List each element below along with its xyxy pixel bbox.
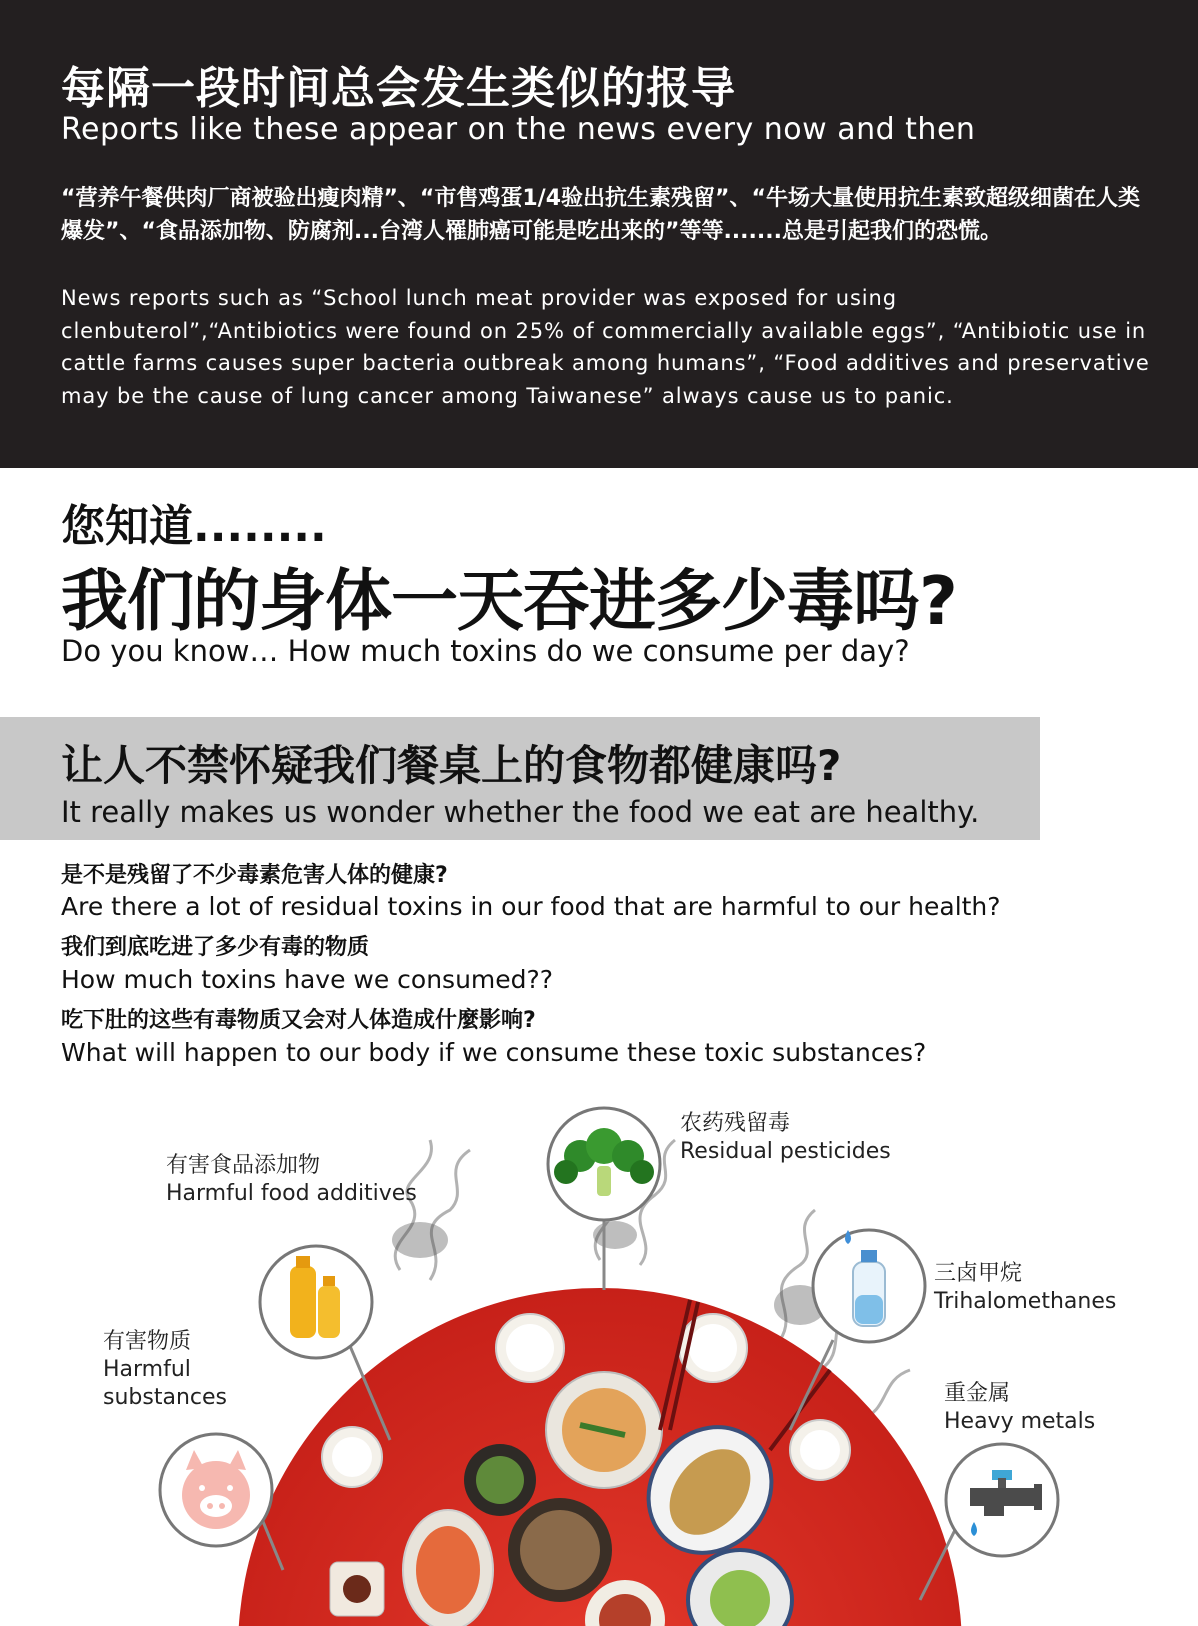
label-metals-en: Heavy metals: [944, 1409, 1096, 1434]
header-body-en: News reports such as “School lunch meat provider was exposed for using clenbuterol”,“Antibiotics were found on 25% of commercially available eggs”, “Antibiotic use in cattle farms causes super bacteria outbreak among humans”, “Food additives and preservative may be the cause of lung cancer among Taiwanese” always cause us to panic.: [61, 286, 1150, 408]
water-bottle-icon: [813, 1230, 925, 1342]
header-section: [0, 0, 1198, 468]
question-2-zh: 我们到底吃进了多少有毒的物质: [61, 935, 370, 960]
label-thm-zh: 三卤甲烷: [934, 1261, 1023, 1286]
band-title-zh: 让人不禁怀疑我们餐桌上的食物都健康吗?: [61, 741, 842, 790]
label-harmful-en2: substances: [103, 1385, 227, 1410]
pig-icon: [160, 1434, 272, 1546]
header-title-zh: 每隔一段时间总会发生类似的报导: [61, 63, 736, 114]
label-metals-zh: 重金属: [944, 1381, 1011, 1406]
header-title-en: Reports like these appear on the news every now and then: [61, 112, 976, 147]
faucet-icon: [946, 1444, 1058, 1556]
label-pesticides-en: Residual pesticides: [680, 1139, 891, 1164]
label-harmful-en1: Harmful: [103, 1357, 191, 1382]
toxins-question-en: Do you know… How much toxins do we consume per day?: [61, 634, 910, 668]
question-1-en: Are there a lot of residual toxins in our food that are harmful to our health?: [61, 892, 1001, 921]
toxins-question-zh: 我们的身体一天吞进多少毒吗?: [61, 562, 957, 640]
question-3-zh: 吃下肚的这些有毒物质又会对人体造成什麼影响?: [61, 1008, 536, 1033]
toxins-table-illustration: [0, 1090, 1198, 1626]
label-pesticides-zh: 农药残留毒: [680, 1111, 791, 1136]
band-title-en: It really makes us wonder whether the food we eat are healthy.: [61, 795, 980, 829]
do-you-know-zh: 您知道........: [61, 501, 327, 552]
label-thm-en: Trihalomethanes: [934, 1289, 1117, 1314]
label-additives-en: Harmful food additives: [166, 1181, 417, 1206]
label-additives-zh: 有害食品添加物: [166, 1153, 321, 1178]
label-harmful-zh: 有害物质: [103, 1329, 192, 1354]
question-1-zh: 是不是残留了不少毒素危害人体的健康?: [61, 863, 448, 888]
broccoli-icon: [548, 1108, 660, 1220]
header-body-zh: “营养午餐供肉厂商被验出瘦肉精”、“市售鸡蛋1/4验出抗生素残留”、“牛场大量使用抗生素致超级细菌在人类爆发”、“食品添加物、防腐剂...台湾人罹肺癌可能是吃出来的”等等.......总是引起我们的恐慌。: [61, 186, 1140, 244]
oil-bottle-icon: [260, 1246, 372, 1358]
question-3-en: What will happen to our body if we consume these toxic substances?: [61, 1038, 927, 1067]
question-2-en: How much toxins have we consumed??: [61, 965, 554, 994]
